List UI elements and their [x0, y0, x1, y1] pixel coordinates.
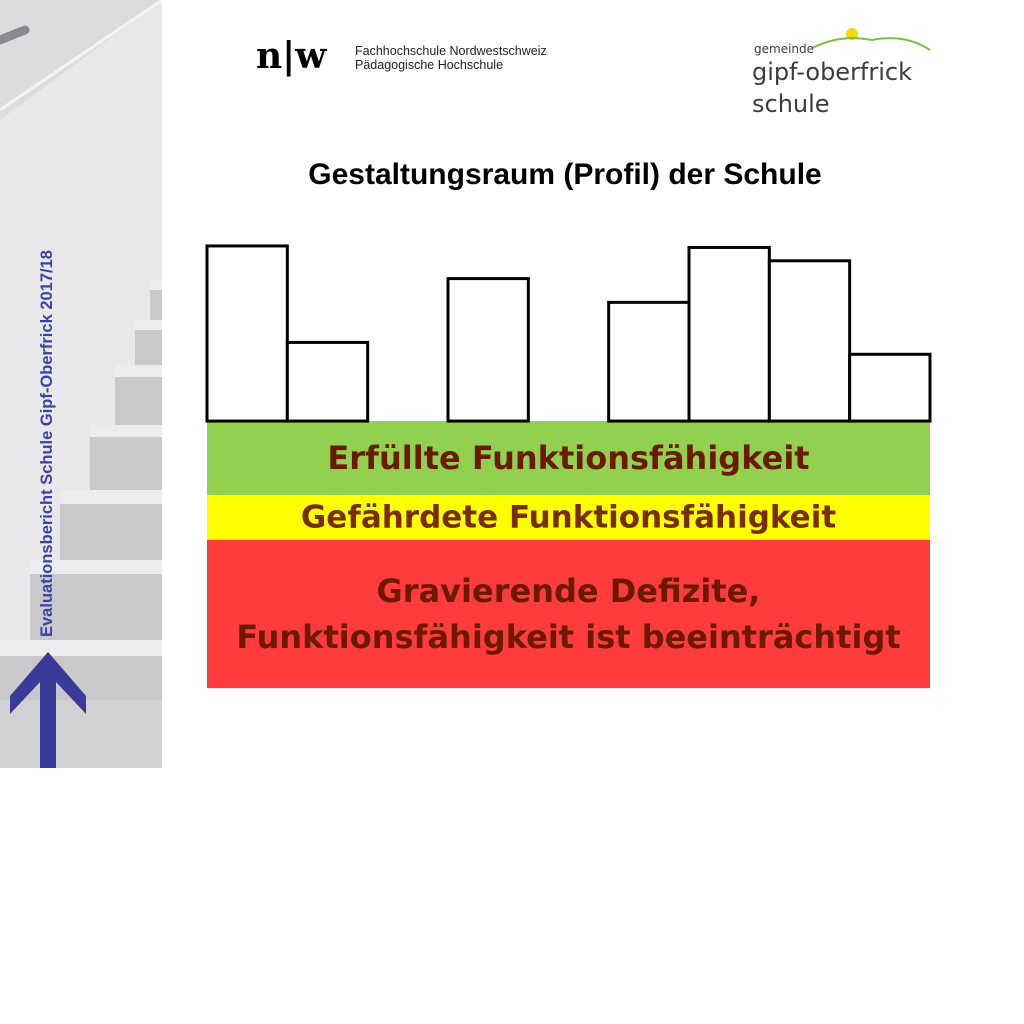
band-label-1-line-1: Erfüllte Funktionsfähigkeit	[327, 439, 810, 478]
fhnw-line-1: Fachhochschule Nordwestschweiz	[355, 44, 547, 58]
bar-2	[287, 342, 367, 421]
gemeinde-sub: schule	[752, 90, 830, 118]
gemeinde-name: gipf-oberfrick	[752, 58, 913, 86]
bar-6	[609, 302, 689, 421]
band-label-3-line-1: Gravierende Defizite,	[376, 571, 761, 610]
side-caption: Evaluationsbericht Schule Gipf-Oberfrick 2017/18	[38, 250, 56, 637]
fhnw-mark: n|w	[256, 35, 327, 77]
band-3	[207, 540, 930, 688]
bar-4	[448, 279, 528, 421]
bar-9	[850, 354, 930, 421]
bar-7	[689, 247, 769, 421]
bar-1	[207, 246, 287, 421]
gemeinde-label: gemeinde	[754, 42, 815, 56]
bar-8	[769, 261, 849, 421]
fhnw-line-2: Pädagogische Hochschule	[355, 58, 504, 72]
slide-title: Gestaltungsraum (Profil) der Schule	[308, 158, 822, 191]
band-label-3-line-2: Funktionsfähigkeit ist beeinträchtigt	[236, 617, 901, 656]
band-label-2-line-1: Gefährdete Funktionsfähigkeit	[300, 499, 837, 536]
